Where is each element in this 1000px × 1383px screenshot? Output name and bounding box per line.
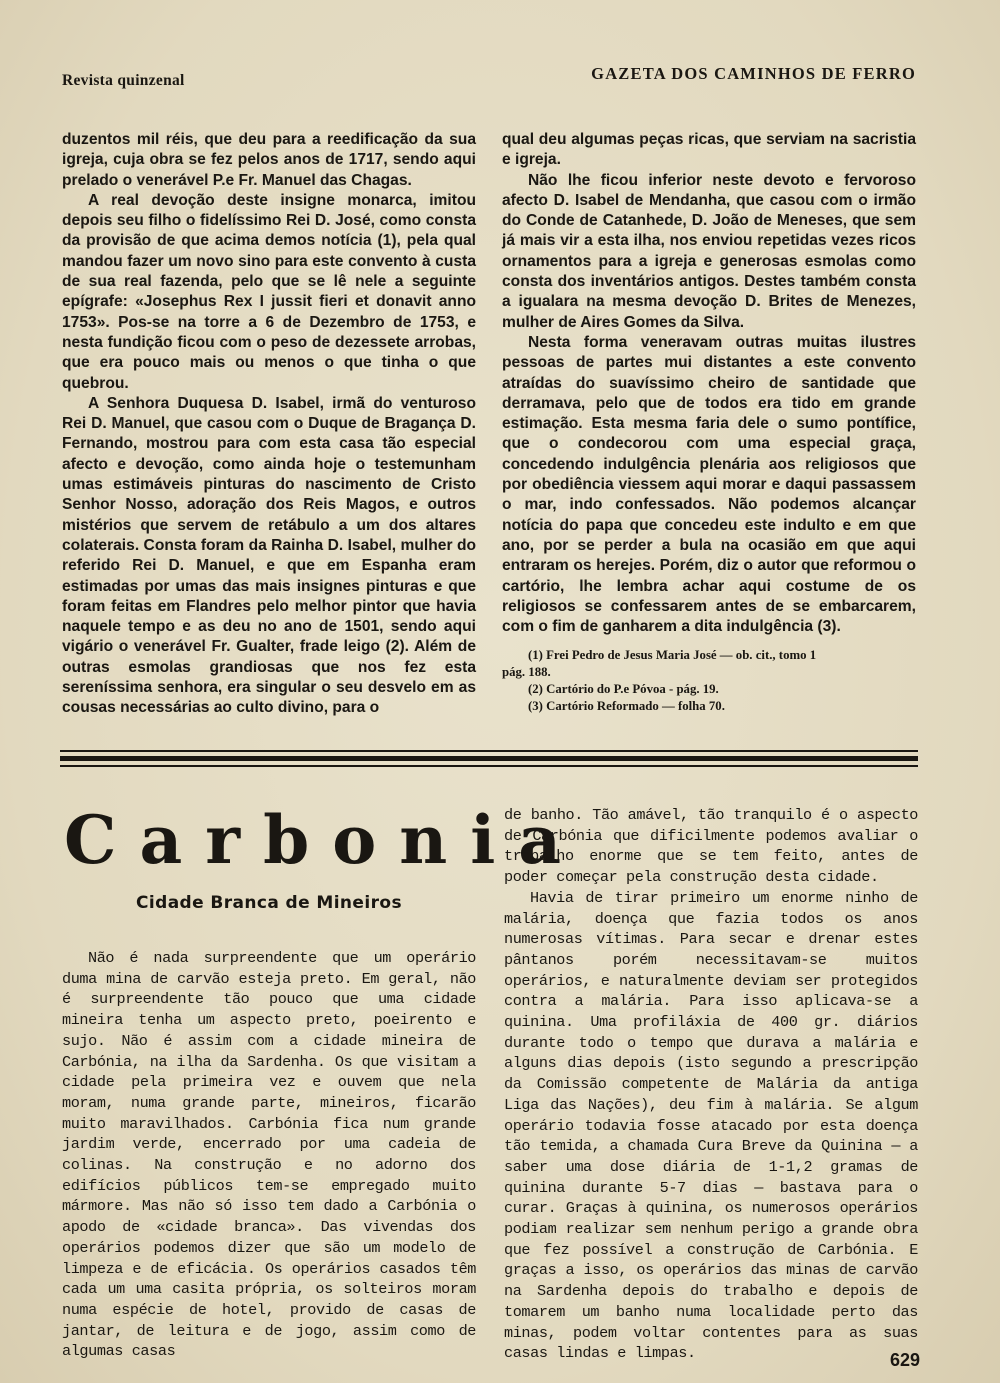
paragraph: qual deu algumas peças ricas, que serviam na sacristia e igreja.	[502, 131, 916, 169]
footnote-1: (1) Frei Pedro de Jesus Maria José — ob. cit., tomo 1	[528, 648, 817, 663]
paragraph: A real devoção deste insigne monarca, imitou depois seu filho o fidelíssimo Rei D. José, como consta da provisão de que acima demos notícia (1), pela qual mandou fazer um novo sino para este convento à custa de sua real fazenda, pelo que se lê nele a seguinte epígrafe: «Josephus Rex I jussit fieri et donavit anno 1753». Pos-se na torre a 6 de Dezembro de 1753, e nesta fundição ficou com o peso de dezessete arrobas, que era pouco mais ou menos o que tinha o que quebrou.	[62, 191, 476, 392]
paragraph: Não lhe ficou inferior neste devoto e fervoroso afecto D. Isabel de Mendanha, que casou com o irmão do Conde de Catanhede, D. João de Meneses, que sem já mais vir a esta ilha, nos enviou repetidas vezes ricos ornamentos para a igreja e generosas esmolas como consta dos inventários antigos. Destes também consta a igualara na mesma devoção D. Brites de Menezes, mulher de Aires Gomes da Silva.	[502, 171, 916, 331]
footnotes	[502, 647, 916, 715]
paragraph: A Senhora Duquesa D. Isabel, irmã do venturoso Rei D. Manuel, que casou com o Duque de Bragança D. Fernando, mostrou para com esta casa tão especial afecto e devoção, como ainda hoje o testemunham umas estimáveis pinturas do nascimento de Cristo Senhor Nosso, adoração dos Reis Magos, e outros mistérios que servem de retábulo a um dos altares colaterais. Consta foram da Rainha D. Isabel, mulher do referido Rei D. Manuel, e que em Espanha eram estimadas por umas das mais insignes pinturas e que foram feitas em Flandres pelo melhor pintor que havia naquele tempo e as deu no ano de 1501, sendo aqui vigário o venerável Fr. Gualter, frade leigo (2). Além de outras esmolas grandiosas que nos fez esta sereníssima senhora, era singular o seu desvelo em as cousas necessárias ao culto divino, para o	[62, 394, 476, 717]
top-right-column	[502, 130, 916, 715]
section-divider	[60, 750, 918, 771]
paragraph: Havia de tirar primeiro um enorme ninho de malária, doença que fazia todos os anos numerosas vítimas. Para secar e drenar estes pântanos porém necessitavam-se muitos operários, e naturalmente deviam ser protegidos contra a malária. Para isso aplicava-se a quinina. Uma profiláxia de 400 gr. diários durante todo o tempo que durava a malária e alguns dias depois (isto segundo a prescripção da Comissão competente de Malária da antiga Liga das Nações), deu fim à malária. Se algum operário todavia fosse atacado por esta doença tão temida, a chamada Cura Breve da Quinina — a saber uma dose diária de 1-1,2 gramas de quinina durante 5-7 dias — bastava para o curar. Graças à quinina, os numerosos operários podiam realizar sem nenhum perigo a grande obra que fez possível a construção de Carbónia. E graças a isso, os operários das minas de carvão na Sardenha depois do trabalho e depois de tomarem um banho numa localidade perto das minas, podem voltar contentes para as suas casas lindas e limpas.	[504, 888, 918, 1363]
paragraph: duzentos mil réis, que deu para a reedificação da sua igreja, cuja obra se fez pelos anos de 1717, sendo aqui prelado o venerável P.e Fr. Manuel das Chagas.	[62, 131, 476, 189]
footnote-3: (3) Cartório Reformado — folha 70.	[528, 699, 725, 714]
paragraph: Nesta forma veneravam outras muitas ilustres pessoas de partes mui distantes a este convento atraídas do suavíssimo cheiro de santidade que derramava, pelo que de todos era tido em grande estimação. Esta mesma faria dele o sumo pontífice, que o condecorou com uma especial graça, concedendo indulgência plenária aos religiosos que por obediência viessem aqui morar e daqui passassem o mar, indo confessados. Não podemos alcançar notícia do papa que concedeu este indulto e em que ano, por se perder a bula na ocasião em que aqui entraram os herejes. Porém, diz o autor que reformou o cartório, lhe lembra achar aqui costume de os religiosos se confessarem antes de se embarcarem, com o fim de ganharem a dita indulgência (3).	[502, 333, 916, 636]
header-right: GAZETA DOS CAMINHOS DE FERRO	[591, 64, 916, 83]
footnote-2: (2) Cartório do P.e Póvoa - pág. 19.	[528, 682, 719, 697]
carbonia-right-column	[504, 805, 918, 1364]
page-number: 629	[889, 1350, 920, 1370]
article-title: Carbonia	[64, 801, 585, 879]
article-subtitle: Cidade Branca de Mineiros	[136, 893, 402, 913]
paragraph: de banho. Tão amável, tão tranquilo é o aspecto de Carbónia que dificilmente podemos avaliar o trabalho enorme que se tem feito, antes de poder começar pela construção desta cidade.	[504, 806, 918, 887]
paragraph: Não é nada surpreendente que um operário duma mina de carvão esteja preto. Em geral, não é surpreendente tão pouco que uma cidade mineira tenha um aspecto preto, poeirento e sujo. Não é assim com a cidade mineira de Carbónia, na ilha da Sardenha. Os que visitam a cidade pela primeira vez e ouvem que nela moram, numa grande parte, mineiros, ficarão muito maravilhados. Carbónia fica num grande jardim verde, encerrado por uma cadeia de colinas. Na construção e no adorno dos edifícios públicos tem-se empregado muito mármore. Mas não só isso tem dado a Carbónia o apodo de «cidade branca». Das vivendas dos operários podemos dizer que são um modelo de limpeza e de eficácia. Os operários casados têm cada um uma casita própria, os solteiros moram numa espécie de hotel, provido de casas de jantar, de leitura e de jogo, assim como de algumas casas	[62, 949, 476, 1361]
top-left-column	[62, 130, 476, 719]
header-left: Revista quinzenal	[62, 72, 185, 89]
carbonia-left-column	[62, 948, 476, 1362]
footnote-1-cont: pág. 188.	[502, 665, 551, 680]
